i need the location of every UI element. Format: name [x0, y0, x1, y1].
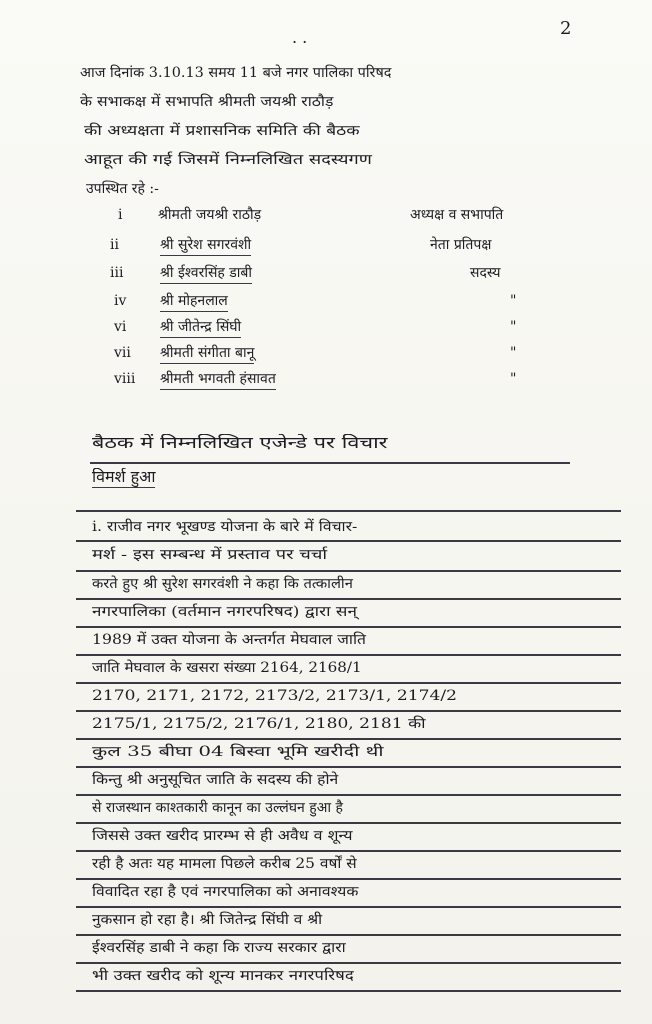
intro-line [0, 64, 652, 88]
member-role: अध्यक्ष व सभापति [410, 207, 504, 223]
body-line [0, 883, 652, 907]
member-role: सदस्य [470, 265, 501, 281]
body-line [0, 743, 652, 767]
agenda-text: विमर्श हुआ [92, 468, 156, 486]
ruled-line [76, 738, 621, 740]
member-name: श्री ईश्वरसिंह डाबी [160, 264, 252, 284]
member-row [0, 370, 652, 394]
ruled-line [76, 906, 621, 908]
member-name: श्रीमती जयश्री राठौड़ [158, 207, 262, 223]
body-line [0, 631, 652, 655]
ruled-line [76, 570, 621, 572]
ruled-line [76, 822, 621, 824]
member-number: iv [114, 293, 127, 309]
member-row [0, 264, 652, 288]
ruled-line [76, 598, 621, 600]
body-text: i. राजीव नगर भूखण्ड योजना के बारे में विचार- [92, 519, 358, 535]
intro-line [0, 180, 652, 204]
body-text: जाति मेघवाल के खसरा संख्या 2164, 2168/1 [92, 660, 362, 676]
body-line [0, 546, 652, 570]
body-text: किन्तु श्री अनुसूचित जाति के सदस्य की होने [92, 772, 339, 788]
body-text: 1989 में उक्त योजना के अन्तर्गत मेघवाल जाति [92, 632, 366, 648]
body-text: विवादित रहा है एवं नगरपालिका को अनावश्यक [92, 884, 359, 900]
body-line [0, 911, 652, 935]
ruled-line [76, 510, 621, 512]
intro-text: की अध्यक्षता में प्रशासनिक समिति की बैठक [84, 123, 360, 139]
body-line [0, 967, 652, 991]
ruled-line [76, 878, 621, 880]
body-text: ईश्वरसिंह डाबी ने कहा कि राज्य सरकार द्वारा [92, 940, 346, 956]
agenda-text: बैठक में निम्नलिखित एजेन्डे पर विचार [92, 434, 388, 452]
page-number: 2 [560, 18, 572, 39]
member-row [0, 206, 652, 230]
body-line [0, 827, 652, 851]
ruled-line [76, 990, 621, 992]
member-name: श्री जीतेन्द्र सिंघी [160, 318, 241, 338]
body-text: रही है अतः यह मामला पिछले करीब 25 वर्षों से [92, 856, 357, 872]
body-line [0, 603, 652, 627]
top-marks: . . [292, 28, 308, 47]
member-number: iii [110, 265, 124, 281]
member-row [0, 318, 652, 342]
agenda-line [0, 434, 652, 462]
ruled-line [76, 794, 621, 796]
member-row [0, 236, 652, 260]
body-text: से राजस्थान काश्तकारी कानून का उल्लंघन हुआ है [92, 800, 343, 816]
body-text: कुल 35 बीघा 04 बिस्वा भूमि खरीदी थी [92, 744, 384, 760]
agenda-line [0, 468, 652, 496]
body-line [0, 715, 652, 739]
ruled-line [76, 850, 621, 852]
member-number: i [118, 207, 123, 223]
intro-text: के सभाकक्ष में सभापति श्रीमती जयश्री राठौड़ [80, 94, 334, 110]
body-text: नुकसान हो रहा है। श्री जितेन्द्र सिंघी व श्री [92, 912, 323, 928]
body-line [0, 799, 652, 823]
body-line [0, 687, 652, 711]
body-text: भी उक्त खरीद को शून्य मानकर नगरपरिषद [92, 968, 354, 984]
body-line [0, 659, 652, 683]
member-number: ii [110, 237, 119, 253]
ruled-line [76, 540, 621, 542]
member-number: vii [114, 345, 131, 361]
member-name: श्री सुरेश सगरवंशी [160, 236, 251, 256]
ruled-line [76, 654, 621, 656]
body-line [0, 518, 652, 542]
body-line [0, 771, 652, 795]
member-role: नेता प्रतिपक्ष [430, 237, 492, 253]
body-line [0, 575, 652, 599]
ruled-line [76, 682, 621, 684]
member-name: श्रीमती भगवती हंसावत [160, 370, 276, 390]
intro-line [0, 93, 652, 117]
member-row [0, 344, 652, 368]
member-role: " [510, 319, 517, 335]
body-line [0, 939, 652, 963]
member-role: " [510, 293, 517, 309]
body-text: 2175/1, 2175/2, 2176/1, 2180, 2181 की [92, 716, 426, 732]
body-line [0, 855, 652, 879]
agenda-underline [90, 462, 570, 464]
intro-line [0, 122, 652, 146]
body-text: करते हुए श्री सुरेश सगरवंशी ने कहा कि तत्कालीन [92, 576, 353, 592]
member-role: " [510, 345, 517, 361]
body-text: मर्श - इस सम्बन्ध में प्रस्ताव पर चर्चा [92, 547, 328, 563]
ruled-line [76, 766, 621, 768]
member-number: vi [114, 319, 127, 335]
body-text: नगरपालिका (वर्तमान नगरपरिषद) द्वारा सन् [92, 604, 357, 620]
member-name: श्री मोहनलाल [160, 292, 228, 312]
ruled-line [76, 962, 621, 964]
ruled-line [76, 934, 621, 936]
intro-text: आहूत की गई जिसमें निम्नलिखित सदस्यगण [84, 152, 372, 168]
ruled-line [76, 626, 621, 628]
ruled-line [76, 710, 621, 712]
member-number: viii [114, 371, 136, 387]
body-text: 2170, 2171, 2172, 2173/2, 2173/1, 2174/2 [92, 688, 457, 704]
member-role: " [510, 371, 517, 387]
intro-text: आज दिनांक 3.10.13 समय 11 बजे नगर पालिका परिषद [80, 65, 392, 81]
member-row [0, 292, 652, 316]
body-text: जिससे उक्त खरीद प्रारम्भ से ही अवैध व शून्य [92, 828, 353, 844]
intro-line [0, 151, 652, 175]
intro-text: उपस्थित रहे :- [86, 181, 159, 197]
member-name: श्रीमती संगीता बानू [160, 344, 254, 364]
